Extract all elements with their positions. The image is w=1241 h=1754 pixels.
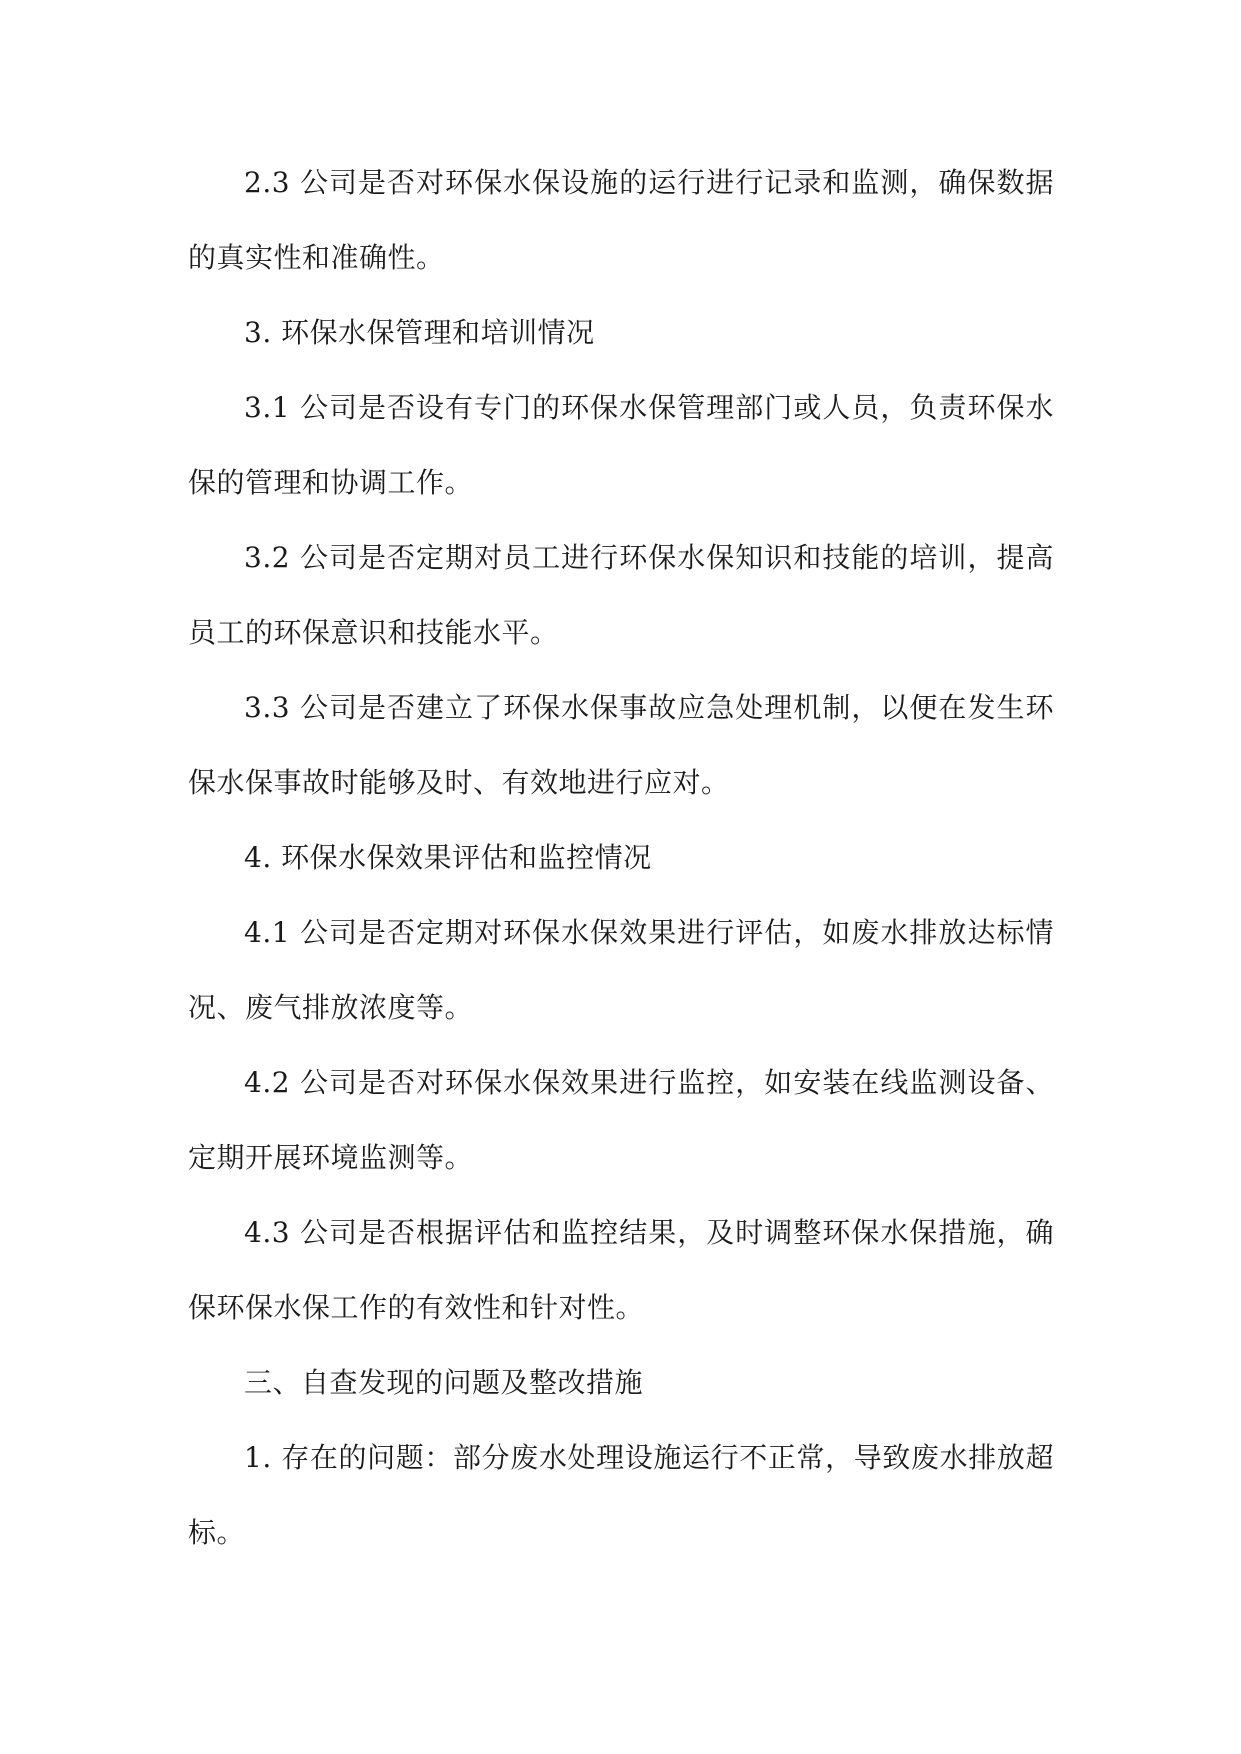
paragraph-4-3: 4.3 公司是否根据评估和监控结果，及时调整环保水保措施，确保环保水保工作的有效性和针对性。 [188, 1216, 1054, 1324]
paragraph-3-2: 3.2 公司是否定期对员工进行环保水保知识和技能的培训，提高员工的环保意识和技能水平。 [188, 541, 1054, 649]
paragraph-3-1: 3.1 公司是否设有专门的环保水保管理部门或人员，负责环保水保的管理和协调工作。 [188, 391, 1054, 499]
chapter-heading-3: 三、自查发现的问题及整改措施 [244, 1366, 644, 1399]
document-body [188, 145, 1054, 1570]
paragraph-issue-1: 1. 存在的问题：部分废水处理设施运行不正常，导致废水排放超标。 [188, 1441, 1054, 1549]
paragraph-4-1: 4.1 公司是否定期对环保水保效果进行评估，如废水排放达标情况、废气排放浓度等。 [188, 916, 1054, 1024]
paragraph-4-2: 4.2 公司是否对环保水保效果进行监控，如安装在线监测设备、定期开展环境监测等。 [188, 1066, 1054, 1174]
paragraph-3-3: 3.3 公司是否建立了环保水保事故应急处理机制，以便在发生环保水保事故时能够及时、有效地进行应对。 [188, 691, 1054, 799]
paragraph-2-3: 2.3 公司是否对环保水保设施的运行进行记录和监测，确保数据的真实性和准确性。 [188, 166, 1054, 274]
section-heading-4: 4. 环保水保效果评估和监控情况 [244, 841, 652, 874]
section-heading-3: 3. 环保水保管理和培训情况 [244, 316, 595, 349]
